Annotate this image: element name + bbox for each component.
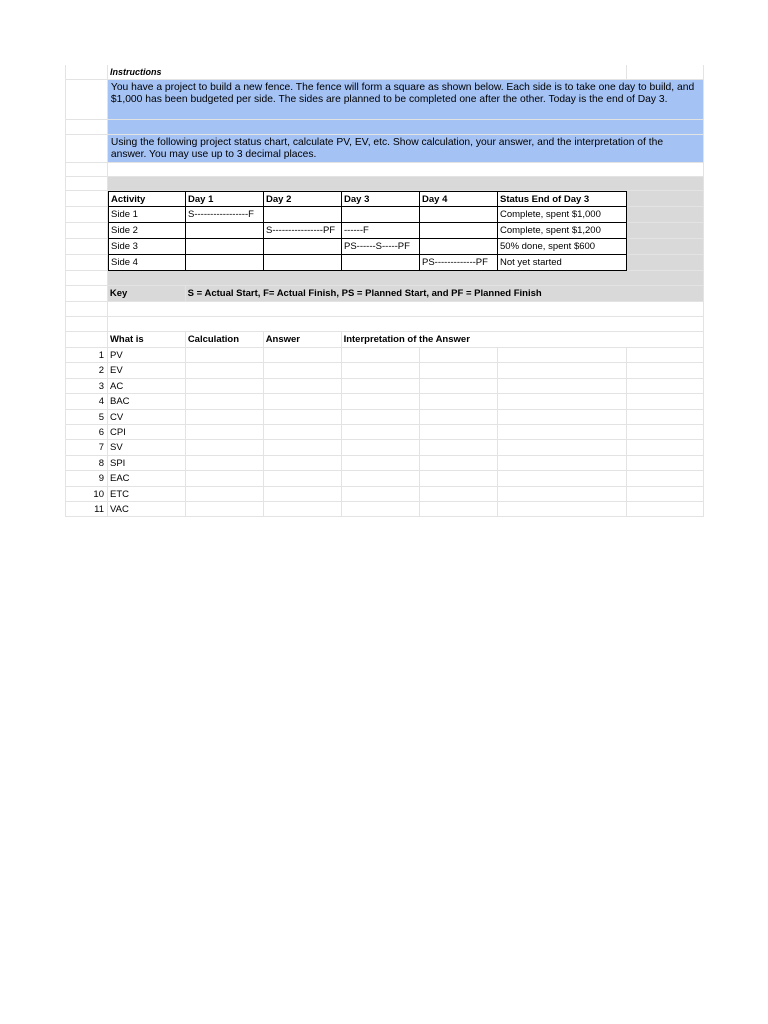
status-cell[interactable]: Not yet started [498,255,627,271]
empty-cell[interactable] [420,348,498,363]
answers-table-row [65,502,704,517]
answers-table-row [65,471,704,486]
what-is-cell[interactable]: ETC [108,487,186,502]
empty-cell[interactable] [627,394,704,409]
empty-cell[interactable] [420,363,498,378]
row-number[interactable]: 1 [65,348,108,363]
interpretation-cell[interactable] [342,379,420,394]
empty-cell[interactable] [498,363,627,378]
row-number[interactable]: 4 [65,394,108,409]
day-cell[interactable]: PS-------------PF [420,255,498,271]
what-is-cell[interactable]: EAC [108,471,186,486]
answer-cell[interactable] [264,363,342,378]
key-row [65,286,704,302]
status-cell[interactable]: Complete, spent $1,000 [498,207,627,223]
activity-cell[interactable]: Side 4 [108,255,186,271]
answers-table-body [65,348,704,517]
answer-cell[interactable] [264,456,342,471]
row-number-cell[interactable] [65,286,108,302]
header-what-is[interactable]: What is [108,332,186,348]
interpretation-cell[interactable] [342,440,420,455]
what-is-cell[interactable]: EV [108,363,186,378]
calculation-cell[interactable] [186,487,264,502]
row-number-cell[interactable] [65,191,108,207]
answer-cell[interactable] [264,425,342,440]
row-number-cell[interactable] [65,207,108,223]
empty-cell[interactable] [498,502,627,517]
instructions-paragraph-2[interactable]: Using the following project status chart, calculate PV, EV, etc. Show calculation, your answer, and the interpretation of the answer. You may use up to 3 decimal places. [108,135,704,163]
sheet-row [65,135,704,163]
calculation-cell[interactable] [186,394,264,409]
day-cell[interactable] [342,207,420,223]
answer-cell[interactable] [264,410,342,425]
row-number-cell[interactable] [65,135,108,163]
row-number[interactable]: 2 [65,363,108,378]
day-cell[interactable] [186,223,264,239]
calculation-cell[interactable] [186,379,264,394]
row-number-cell[interactable] [65,255,108,271]
what-is-cell[interactable]: SPI [108,456,186,471]
interpretation-cell[interactable] [342,425,420,440]
row-number[interactable]: 3 [65,379,108,394]
calculation-cell[interactable] [186,348,264,363]
header-day-1[interactable]: Day 1 [186,191,264,207]
day-cell[interactable] [420,239,498,255]
empty-cell[interactable] [498,425,627,440]
row-number-cell[interactable] [65,120,108,135]
empty-cell[interactable] [420,394,498,409]
status-cell[interactable]: 50% done, spent $600 [498,239,627,255]
empty-cell[interactable] [498,394,627,409]
calculation-cell[interactable] [186,363,264,378]
empty-cell[interactable] [627,502,704,517]
row-number[interactable]: 6 [65,425,108,440]
header-status[interactable]: Status End of Day 3 [498,191,627,207]
day-cell[interactable] [264,255,342,271]
header-day-2[interactable]: Day 2 [264,191,342,207]
row-number[interactable]: 9 [65,471,108,486]
status-table-row [65,223,704,239]
row-number-cell[interactable] [65,317,108,332]
answer-cell[interactable] [264,502,342,517]
empty-cell[interactable] [498,410,627,425]
sheet-row [65,65,704,80]
header-calculation[interactable]: Calculation [186,332,264,348]
status-table-row [65,207,704,223]
header-day-4[interactable]: Day 4 [420,191,498,207]
calculation-cell[interactable] [186,456,264,471]
day-cell[interactable]: S-----------------F [186,207,264,223]
spreadsheet [65,65,704,517]
empty-cell[interactable] [498,348,627,363]
interpretation-cell[interactable] [342,363,420,378]
activity-cell[interactable]: Side 3 [108,239,186,255]
key-text[interactable]: S = Actual Start, F= Actual Finish, PS = Planned Start, and PF = Planned Finish [186,286,704,302]
row-number-cell[interactable] [65,65,108,80]
empty-cell[interactable] [420,440,498,455]
header-interpretation[interactable]: Interpretation of the Answer [342,332,704,348]
empty-cell[interactable] [627,410,704,425]
instructions-title[interactable]: Instructions [108,65,627,80]
interpretation-cell[interactable] [342,394,420,409]
empty-cell[interactable] [627,348,704,363]
sheet-row [65,80,704,120]
day-cell[interactable] [186,239,264,255]
empty-cell[interactable] [420,471,498,486]
answers-table-row [65,440,704,455]
empty-cell[interactable] [108,120,704,135]
what-is-cell[interactable]: PV [108,348,186,363]
sheet-row [65,120,704,135]
empty-cell[interactable] [108,271,704,286]
empty-cell[interactable] [420,502,498,517]
answer-cell[interactable] [264,348,342,363]
empty-cell[interactable] [498,471,627,486]
sheet-row [65,271,704,286]
empty-cell[interactable] [420,456,498,471]
activity-cell[interactable]: Side 2 [108,223,186,239]
status-table-header [65,191,704,207]
empty-cell[interactable] [108,163,704,177]
what-is-cell[interactable]: BAC [108,394,186,409]
interpretation-cell[interactable] [342,487,420,502]
what-is-cell[interactable]: SV [108,440,186,455]
empty-cell[interactable] [627,425,704,440]
row-number[interactable]: 7 [65,440,108,455]
answers-table-row [65,456,704,471]
empty-cell[interactable] [627,363,704,378]
day-cell[interactable] [264,239,342,255]
day-cell[interactable]: ------F [342,223,420,239]
day-cell[interactable] [342,255,420,271]
empty-cell[interactable] [420,487,498,502]
what-is-cell[interactable]: VAC [108,502,186,517]
what-is-cell[interactable]: AC [108,379,186,394]
interpretation-cell[interactable] [342,502,420,517]
status-table-row [65,255,704,271]
interpretation-cell[interactable] [342,348,420,363]
empty-cell[interactable] [627,191,704,207]
empty-cell[interactable] [498,487,627,502]
answers-table-row [65,379,704,394]
answers-table-row [65,363,704,378]
answers-table-row [65,348,704,363]
empty-cell[interactable] [627,456,704,471]
row-number-cell[interactable] [65,302,108,317]
answers-table-row [65,425,704,440]
answer-cell[interactable] [264,487,342,502]
instructions-paragraph-1[interactable]: You have a project to build a new fence. The fence will form a square as shown below. Each side is to take one day to build, and $1,000 has been budgeted per side. The sides are planned to be completed one after the other. Today is the end of Day 3. [108,80,704,120]
row-number[interactable]: 11 [65,502,108,517]
empty-cell[interactable] [108,302,704,317]
empty-cell[interactable] [627,239,704,255]
row-number-cell[interactable] [65,271,108,286]
empty-cell[interactable] [627,255,704,271]
empty-cell[interactable] [627,223,704,239]
row-number-cell[interactable] [65,163,108,177]
day-cell[interactable] [420,223,498,239]
answer-cell[interactable] [264,440,342,455]
answers-table-row [65,487,704,502]
header-answer[interactable]: Answer [264,332,342,348]
row-number[interactable]: 5 [65,410,108,425]
what-is-cell[interactable]: CV [108,410,186,425]
row-number[interactable]: 10 [65,487,108,502]
header-activity[interactable]: Activity [108,191,186,207]
what-is-cell[interactable]: CPI [108,425,186,440]
activity-cell[interactable]: Side 1 [108,207,186,223]
row-number-cell[interactable] [65,223,108,239]
interpretation-cell[interactable] [342,471,420,486]
day-cell[interactable]: PS------S-----PF [342,239,420,255]
empty-cell[interactable] [627,487,704,502]
empty-cell[interactable] [108,317,704,332]
key-label[interactable]: Key [108,286,186,302]
answers-table-row [65,410,704,425]
interpretation-cell[interactable] [342,456,420,471]
empty-cell[interactable] [627,379,704,394]
empty-cell[interactable] [627,471,704,486]
answer-cell[interactable] [264,471,342,486]
row-number[interactable]: 8 [65,456,108,471]
row-number-cell[interactable] [65,80,108,120]
sheet-row [65,302,704,317]
calculation-cell[interactable] [186,440,264,455]
empty-cell[interactable] [420,410,498,425]
header-day-3[interactable]: Day 3 [342,191,420,207]
day-cell[interactable]: S----------------PF [264,223,342,239]
empty-cell[interactable] [627,207,704,223]
day-cell[interactable] [420,207,498,223]
day-cell[interactable] [186,255,264,271]
interpretation-cell[interactable] [342,410,420,425]
answer-cell[interactable] [264,379,342,394]
answers-table-header [65,332,704,348]
calculation-cell[interactable] [186,502,264,517]
empty-cell[interactable] [627,440,704,455]
answer-cell[interactable] [264,394,342,409]
answers-table-row [65,394,704,409]
row-number-cell[interactable] [65,177,108,191]
day-cell[interactable] [264,207,342,223]
empty-cell[interactable] [498,440,627,455]
sheet-row [65,163,704,177]
empty-cell[interactable] [498,379,627,394]
empty-cell[interactable] [498,456,627,471]
calculation-cell[interactable] [186,410,264,425]
sheet-row [65,317,704,332]
sheet-row [65,177,704,191]
empty-cell[interactable] [627,65,704,80]
row-number-cell[interactable] [65,332,108,348]
status-table-row [65,239,704,255]
row-number-cell[interactable] [65,239,108,255]
empty-cell[interactable] [420,425,498,440]
calculation-cell[interactable] [186,425,264,440]
calculation-cell[interactable] [186,471,264,486]
empty-cell[interactable] [420,379,498,394]
empty-cell[interactable] [108,177,704,191]
status-cell[interactable]: Complete, spent $1,200 [498,223,627,239]
